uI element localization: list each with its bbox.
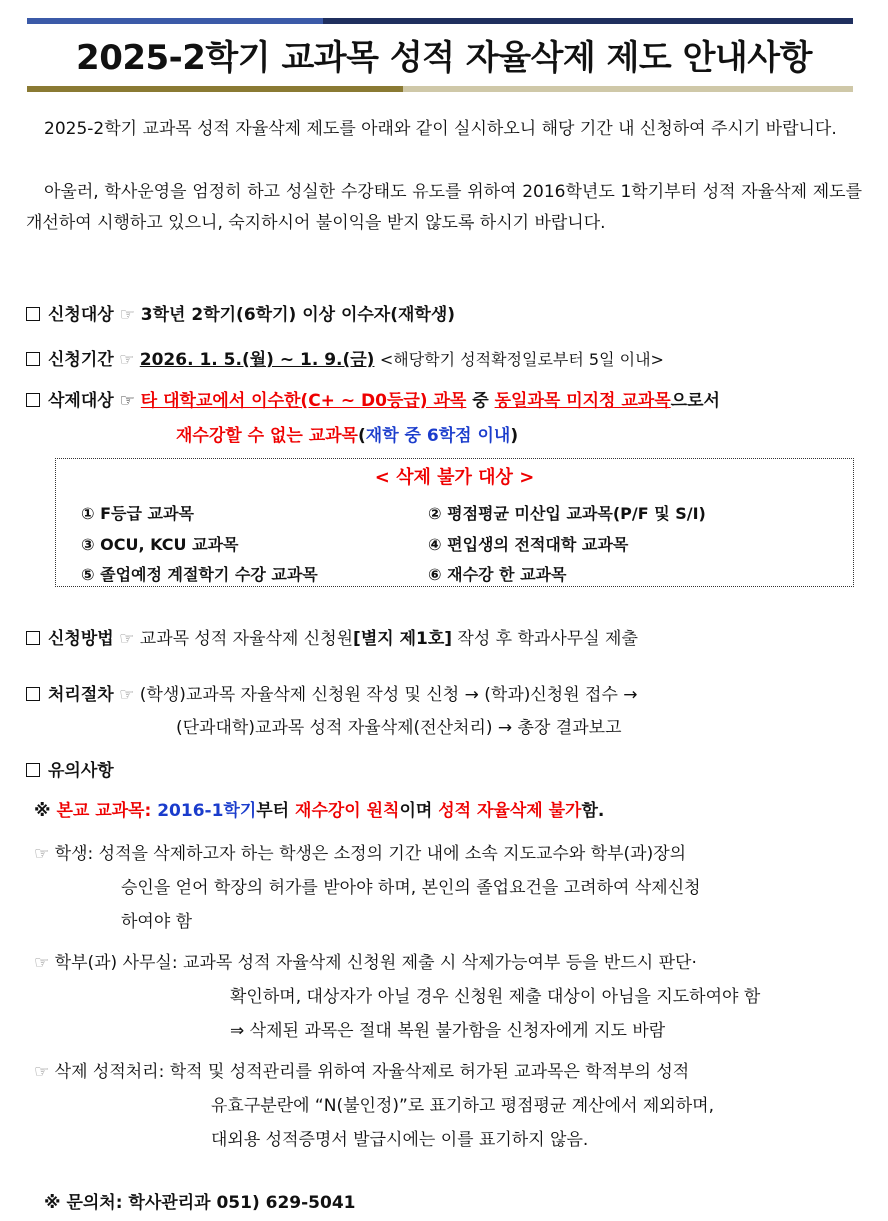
notes-label: 유의사항 <box>48 761 114 781</box>
target-value: 3학년 2학기(6학기) 이상 이수자(재학생) <box>140 305 456 325</box>
deletion-part4: 으로서 <box>670 391 720 411</box>
note-office <box>34 948 874 973</box>
checkbox-square-icon <box>26 687 40 701</box>
highlight-red3: 성적 자율삭제 불가 <box>438 801 582 821</box>
highlight-t2: 이며 <box>399 801 439 821</box>
deletion-line2-close: ) <box>510 426 519 446</box>
checkbox-square-icon <box>26 631 40 645</box>
note-student-label: 학생: <box>54 844 94 864</box>
deletion-part2: 중 <box>466 391 495 411</box>
procedure-line1: (학생)교과목 자율삭제 신청원 작성 및 신청 → (학과)신청원 접수 → <box>139 685 638 705</box>
highlight-t3: 함. <box>581 801 605 821</box>
pointing-hand-icon: ☞ <box>34 953 50 973</box>
header-bar-top-right <box>323 18 853 24</box>
intro-paragraph-1: 2025-2학기 교과목 성적 자율삭제 제도를 아래와 같이 실시하오니 해당 기간 내 신청하여 주시기 바랍니다. <box>44 119 837 139</box>
section-notes <box>26 756 866 781</box>
highlight-red1: 본교 교과목: <box>56 801 158 821</box>
checkbox-square-icon <box>26 307 40 321</box>
period-note: <해당학기 성적확정일로부터 5일 이내> <box>379 350 664 369</box>
deletion-part3: 동일과목 미지정 교과목 <box>494 391 671 411</box>
note-grade <box>34 1057 874 1082</box>
target-label: 신청대상 <box>48 305 114 325</box>
deletion-line2-open: ( <box>357 426 366 446</box>
note-office-l3: ⇒ 삭제된 과목은 절대 복원 불가함을 신청자에게 지도 바람 <box>230 1021 666 1041</box>
procedure-label: 처리절차 <box>48 685 114 705</box>
section-period <box>26 345 866 370</box>
reference-mark: ※ <box>34 801 57 821</box>
pointing-hand-icon: ☞ <box>34 1062 50 1082</box>
method-text2: 작성 후 학과사무실 제출 <box>452 629 638 649</box>
note-grade-l1: 학적 및 성적관리를 위하여 자율삭제로 허가된 교과목은 학적부의 성적 <box>169 1062 690 1082</box>
deletion-line-2 <box>176 421 888 446</box>
note-grade-l2: 유효구분란에 “N(불인정)”로 표기하고 평점평균 계산에서 제외하며, <box>211 1096 714 1116</box>
deletion-line2-blue: 재학 중 6학점 이내 <box>365 426 511 446</box>
highlight-t1: 부터 <box>256 801 296 821</box>
header-bar-bottom-right <box>403 86 853 92</box>
method-text1: 교과목 성적 자율삭제 신청원 <box>139 629 354 649</box>
period-dates: 2026. 1. 5.(월) ~ 1. 9.(금) <box>139 350 375 370</box>
note-student <box>34 839 874 864</box>
header-bar-bottom-left <box>27 86 403 92</box>
exclusion-box <box>55 458 854 587</box>
highlight-blue1: 2016-1학기 <box>157 801 257 821</box>
deletion-label: 삭제대상 <box>48 391 114 411</box>
note-office-label: 학부(과) 사무실: <box>54 953 178 973</box>
exclusion-item: ⑥ 재수강 한 교과목 <box>428 565 567 584</box>
section-target <box>26 300 866 325</box>
pointing-hand-icon: ☞ <box>119 629 135 649</box>
note-grade-label: 삭제 성적처리: <box>54 1062 165 1082</box>
contact-info: ※ 문의처: 학사관리과 051) 629-5041 <box>44 1193 356 1213</box>
exclusion-item: ① F등급 교과목 <box>81 504 194 523</box>
exclusion-caption: < 삭제 불가 대상 > <box>374 467 535 488</box>
pointing-hand-icon: ☞ <box>34 844 50 864</box>
note-student-l2: 승인을 얻어 학장의 허가를 받아야 하며, 본인의 졸업요건을 고려하여 삭제신청 <box>121 878 701 898</box>
note-office-l1: 교과목 성적 자율삭제 신청원 제출 시 삭제가능여부 등을 반드시 판단· <box>183 953 697 973</box>
intro-paragraph-2: 아울러, 학사운영을 엄정히 하고 성실한 수강태도 유도를 위하여 2016학년도 1학기부터 성적 자율삭제 제도를 개선하여 시행하고 있으니, 숙지하시어 불이익을 받지 않도록 하시기 바랍니다. <box>26 182 862 233</box>
method-bold: [별지 제1호] <box>353 629 453 649</box>
checkbox-square-icon <box>26 763 40 777</box>
pointing-hand-icon: ☞ <box>119 305 135 325</box>
note-student-l1: 성적을 삭제하고자 하는 학생은 소정의 기간 내에 소속 지도교수와 학부(과)장의 <box>98 844 687 864</box>
section-procedure <box>26 680 866 705</box>
pointing-hand-icon: ☞ <box>119 391 135 411</box>
exclusion-item: ② 평점평균 미산입 교과목(P/F 및 S/I) <box>428 504 706 523</box>
note-student-l3: 하여야 함 <box>121 912 193 932</box>
period-label: 신청기간 <box>48 350 114 370</box>
section-method <box>26 624 866 649</box>
checkbox-square-icon <box>26 393 40 407</box>
header-bar-top-left <box>27 18 323 24</box>
pointing-hand-icon: ☞ <box>119 350 135 370</box>
note-grade-l3: 대외용 성적증명서 발급시에는 이를 표기하지 않음. <box>211 1130 589 1150</box>
highlight-red2: 재수강이 원칙 <box>295 801 400 821</box>
exclusion-item: ⑤ 졸업예정 계절학기 수강 교과목 <box>81 565 318 584</box>
deletion-line2-red: 재수강할 수 없는 교과목 <box>176 426 358 446</box>
deletion-part1: 타 대학교에서 이수한(C+ ~ D0등급) 과목 <box>140 391 467 411</box>
exclusion-item: ③ OCU, KCU 교과목 <box>81 535 239 554</box>
notes-highlight <box>34 796 874 821</box>
section-deletion <box>26 386 866 411</box>
pointing-hand-icon: ☞ <box>119 685 135 705</box>
note-office-l2: 확인하며, 대상자가 아닐 경우 신청원 제출 대상이 아님을 지도하여야 함 <box>230 987 761 1007</box>
page-title: 2025-2학기 교과목 성적 자율삭제 제도 안내사항 <box>76 38 812 78</box>
procedure-line2: (단과대학)교과목 성적 자율삭제(전산처리) → 총장 결과보고 <box>176 718 622 738</box>
exclusion-item: ④ 편입생의 전적대학 교과목 <box>428 535 629 554</box>
checkbox-square-icon <box>26 352 40 366</box>
method-label: 신청방법 <box>48 629 114 649</box>
